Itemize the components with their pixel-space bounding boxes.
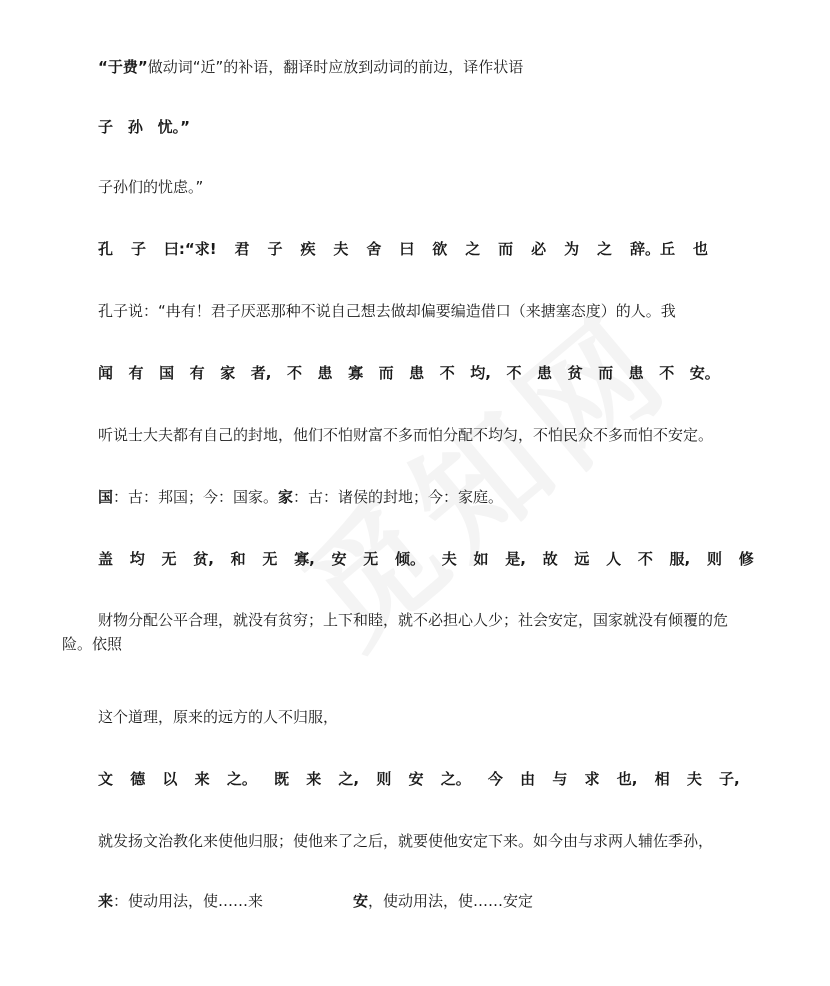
translation-line-10: 财物分配公平合理，就没有贫穷；上下和睦，就不必担心人少；社会安定，国家就没有倾覆的危险。依照: [62, 611, 729, 653]
original-line-6: [98, 362, 720, 384]
original-char: 忧。”: [157, 118, 190, 136]
original-char: 不: [439, 364, 455, 382]
original-char: 患: [317, 364, 333, 382]
original-char: 无: [363, 550, 379, 568]
term-jia: 家: [278, 488, 294, 506]
original-char: 之。: [440, 770, 471, 788]
original-char: 是,: [505, 550, 526, 568]
original-char: 不: [286, 364, 302, 382]
translation-line-5: 孔子说：“冉有！君子厌恶那种不说自己想去做却偏要编造借口（来搪塞态度）的人。我: [98, 302, 676, 320]
original-char: 则: [706, 550, 722, 568]
original-char: 有: [189, 364, 205, 382]
note-guo-jia: [98, 486, 503, 508]
original-char: 倾。: [394, 550, 425, 568]
original-char: 不: [506, 364, 522, 382]
original-char: 患: [628, 364, 644, 382]
original-char: 有: [128, 364, 144, 382]
original-char: 国: [159, 364, 175, 382]
original-char: 者,: [250, 364, 272, 382]
original-char: 患: [409, 364, 425, 382]
term-an-def: ，使动用法，使……安定: [368, 892, 534, 910]
original-char: 则: [376, 770, 392, 788]
original-char: 君: [234, 240, 250, 258]
original-char: 盖: [98, 550, 114, 568]
term-guo: 国: [98, 488, 114, 506]
original-char: 贫,: [193, 550, 214, 568]
original-char: 辞。丘: [629, 240, 675, 258]
original-line-9: [98, 548, 754, 570]
original-char: 由: [520, 770, 536, 788]
original-char: 相: [654, 770, 670, 788]
note-yufei: [98, 56, 523, 78]
original-char: 之: [597, 240, 613, 258]
original-char: 闻: [98, 364, 114, 382]
original-char: 夫: [441, 550, 457, 568]
original-char: 也,: [616, 770, 638, 788]
original-char: 以: [162, 770, 178, 788]
original-char: 疾: [300, 240, 316, 258]
original-char: 之: [465, 240, 481, 258]
term-lai-def: ：使动用法，使……来: [113, 892, 264, 910]
original-char: 无: [161, 550, 177, 568]
original-char: 也: [692, 240, 708, 258]
original-char: 来: [306, 770, 322, 788]
original-char: 均,: [470, 364, 491, 382]
original-char: 不: [637, 550, 653, 568]
original-char: 无: [262, 550, 278, 568]
original-line-4: [98, 238, 708, 260]
original-char: 患: [537, 364, 553, 382]
original-char: 子,: [719, 770, 740, 788]
original-char: 既: [274, 770, 290, 788]
original-char: 服,: [669, 550, 691, 568]
original-char: 为: [564, 240, 580, 258]
original-char: 来: [194, 770, 210, 788]
original-char: 修: [738, 550, 754, 568]
original-char: 寡,: [294, 550, 315, 568]
original-char: 子: [267, 240, 283, 258]
original-char: 家: [220, 364, 236, 382]
original-char: 安。: [689, 364, 720, 382]
original-char: 而: [378, 364, 394, 382]
term-guo-def: ：古：邦国；今：国家。: [113, 488, 279, 506]
original-char: 孔: [98, 240, 114, 258]
original-char: 人: [606, 550, 622, 568]
original-char: 曰: [399, 240, 415, 258]
original-char: 如: [473, 550, 489, 568]
term-lai: 来: [98, 892, 114, 910]
original-char: 必: [531, 240, 547, 258]
note-text: 做动词“近”的补语，翻译时应放到动词的前边，译作状语: [147, 58, 524, 76]
original-char: 安: [331, 550, 347, 568]
original-char: 而: [498, 240, 514, 258]
original-char: 夫: [333, 240, 349, 258]
original-char: 夫: [686, 770, 702, 788]
note-term: “于费”: [98, 58, 148, 76]
original-char: 寡: [348, 364, 364, 382]
original-char: 曰:“求!: [163, 240, 217, 258]
original-char: 孙: [127, 118, 143, 136]
original-char: 之。: [226, 770, 257, 788]
original-char: 和: [230, 550, 246, 568]
original-char: 安: [408, 770, 424, 788]
original-char: 今: [487, 770, 503, 788]
original-char: 欲: [432, 240, 448, 258]
original-char: 舍: [366, 240, 382, 258]
original-char: 文: [98, 770, 114, 788]
translation-line-7: 听说士大夫都有自己的封地，他们不怕财富不多而怕分配不均匀，不怕民众不多而怕不安定。: [98, 426, 714, 444]
original-char: 子: [130, 240, 146, 258]
original-char: 子: [98, 118, 114, 136]
original-char: 之,: [338, 770, 360, 788]
original-line-2: [98, 116, 190, 138]
original-line-12: [98, 768, 740, 790]
translation-line-13: 就发扬文治教化来使他归服；使他来了之后，就要使他安定下来。如今由与求两人辅佐季孙，: [98, 832, 714, 850]
original-char: 均: [129, 550, 145, 568]
translation-line-11: 这个道理，原来的远方的人不归服，: [98, 708, 339, 726]
note-lai-an: [98, 890, 533, 912]
original-char: 故: [542, 550, 558, 568]
original-char: 与: [552, 770, 568, 788]
original-char: 不: [659, 364, 675, 382]
term-jia-def: ：古：诸侯的封地；今：家庭。: [293, 488, 504, 506]
term-an: 安: [353, 892, 369, 910]
translation-line-3: 子孙们的忧虑。”: [98, 178, 204, 196]
original-char: 而: [598, 364, 614, 382]
original-char: 贫: [567, 364, 583, 382]
original-char: 德: [130, 770, 146, 788]
original-char: 求: [584, 770, 600, 788]
original-char: 远: [574, 550, 590, 568]
